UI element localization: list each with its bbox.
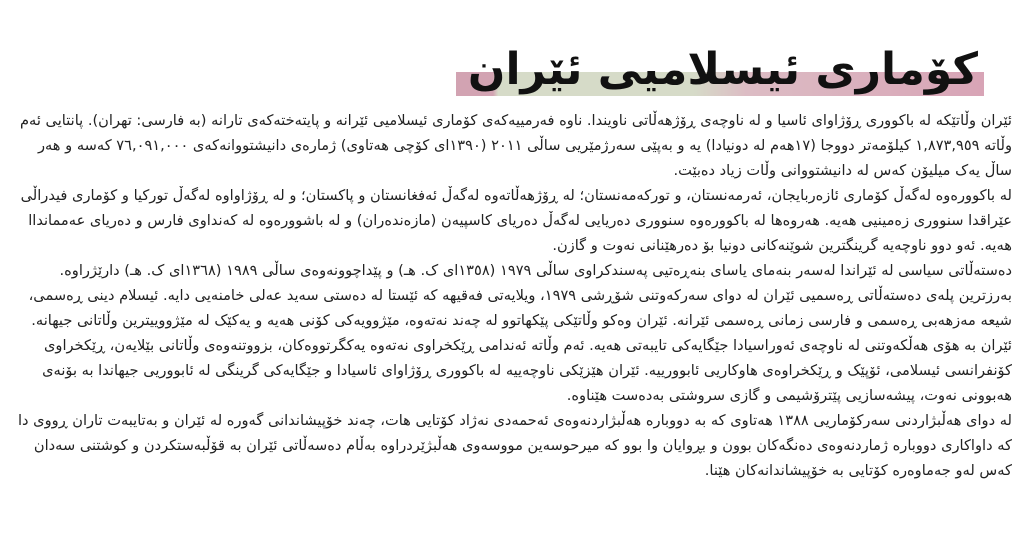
paragraph-politics: دەستەڵاتی سیاسی لە ئێراندا لەسەر بنەمای یاسای بنەڕەتیی پەسندکراوی ساڵی ١٩٧٩ (١٣٥٨ای ک. هـ) و پێداچوونەوەی ساڵی ١٩٨٩ (١٣٦٨ای ک. هـ) دارێژراوە. بەرزترین پلەی دەستەڵاتی ڕەسمیی ئێران لە دوای سەرکەوتنی شۆڕشی ١٩٧٩، ویلایەتی فەقیهە کە ئێستا لە دەستی سەید عەلی خامنەیی دایە. ئیسلام دینی ڕەسمی، شیعە مەزهەبی ڕەسمی و فارسی زمانی ڕەسمی ئێرانە. ئێران وەکو وڵاتێکی پێکهاتوو لە چەند نەتەوە، مێژوویەکی کۆنی هەیە و یەکێک لە مێژووییترین وڵاتانی جیهانە. [28, 262, 1012, 329]
paragraph-elections: لە دوای هەڵبژاردنی سەرکۆماریی ١٣٨٨ هەتاوی کە بە دووبارە هەڵبژاردنەوەی ئەحمەدی نەژاد کۆتایی هات، چەند خۆپیشاندانی گەورە لە ئێران و بەتایبەت تاران ڕووی دا کە داواکاری دووبارە ژماردنەوەی دەنگەکان بوون و بڕوایان وا بوو کە میرحوسەین مووسەوی هەڵبژێردراوە بەڵام دەسەڵاتی ئێران بە قۆڵبەستکردن و کوشتنی سەدان کەس لەو جەماوەرە کۆتایی بە خۆپیشاندانەکان هێنا. [17, 412, 1012, 479]
title-block [456, 36, 984, 100]
article-body [14, 108, 1012, 483]
paragraph-borders: لە باکوورەوە لەگەڵ کۆماری ئازەربایجان، ئەرمەنستان، و تورکەمەنستان؛ لە ڕۆژهەڵاتەوە لەگەڵ ئەفغانستان و پاکستان؛ و لە ڕۆژاواوە لەگەڵ تورکیا و کۆماری فیدراڵی عێراقدا سنووری زەمینیی هەیە. هەروەها لە باکوورەوە سنووری دەریایی لەگەڵ دەریای کاسپیەن (مازەندەران) و لە باشوورەوە لە کەنداوی فارس و دەریای عەممانداا هەیە. ئەو دوو ناوچەیە گرینگترین شوێنەکانی دونیا بۆ دەرهێنانی نەوت و گازن. [20, 187, 1012, 254]
paragraph-geopolitics: ئێران بە هۆی هەڵکەوتنی لە ناوچەی ئەوراسیادا جێگایەکی تایبەتی هەیە. ئەم وڵاتە ئەندامی ڕێکخراوی نەتەوە یەکگرتووەکان، بزووتنەوەی وڵاتانی بێلایەن، ڕێکخراوی کۆنفرانسی ئیسلامی، ئۆپێک و ڕێکخراوەی هاوکاریی ئابوورییە. ئێران هێزێکی ناوچەییە لە باکووری ڕۆژاوای ئاسیادا و جێگایەکی گرینگی لە ئابووریی جیهاندا بە بۆنەی هەبوونی نەوت، پیشەسازیی پێترۆشیمی و گازی سروشتی بەدەست هێناوە. [42, 337, 1012, 404]
page-title: کۆماری ئیسلامیی ئێران [467, 44, 978, 95]
paragraph-intro: ئێران وڵاتێکە لە باکووری ڕۆژاوای ئاسیا و لە ناوچەی ڕۆژهەڵاتی ناویندا. ناوە فەرمییەکەی کۆماری ئیسلامیی ئێرانە و پایتەختەکەی تارانە (بە فارسی: تهران). پانتایی ئەم وڵاتە ١,٨٧٣,٩٥٩ کیلۆمەتر دووجا (١٧ھەم لە دونیادا) یە و بەپێی سەرژمێریی ساڵی ٢٠١١ (١٣٩٠ای کۆچی هەتاوی) ژمارەی دانیشتووانەکەی ٧٦,٠٩١,٠٠٠ کەسە و هەر ساڵ یەک میلیۆن کەس لە دانیشتووانی وڵات زیاد دەبێت. [20, 112, 1012, 179]
